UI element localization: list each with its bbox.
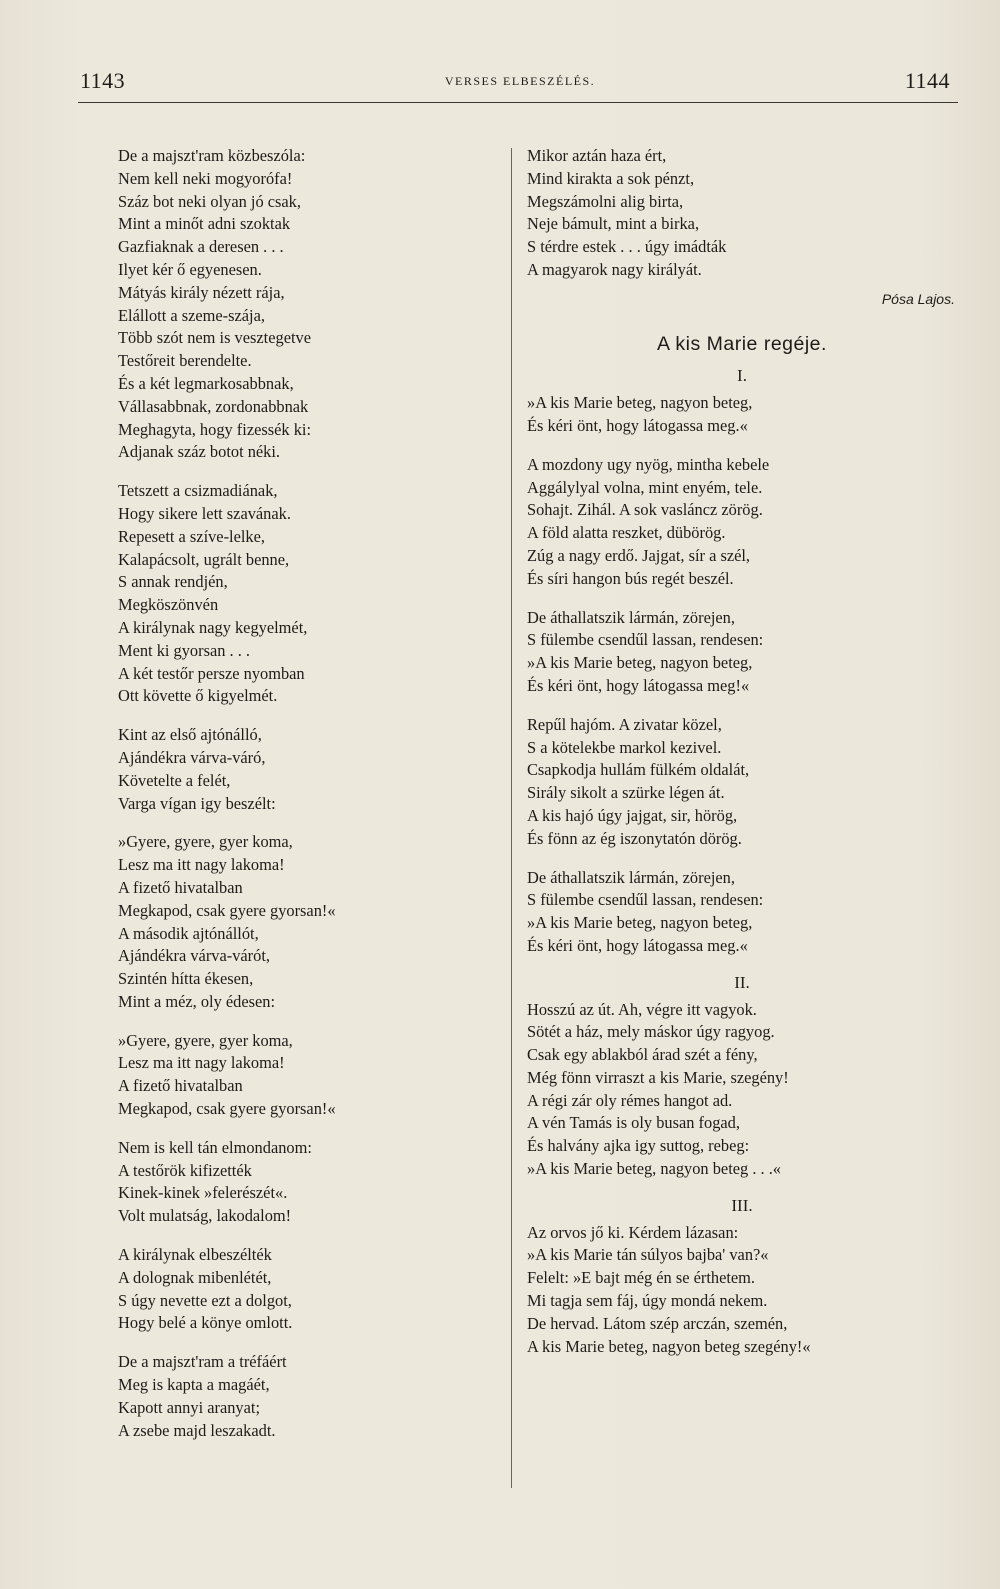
verse-line: Csak egy ablakból árad szét a fény, bbox=[527, 1045, 758, 1065]
verse-line: Tetszett a csizmadiának, bbox=[118, 481, 278, 501]
verse-line: A zsebe majd leszakadt. bbox=[118, 1420, 276, 1440]
verse-line: Sötét a ház, mely máskor úgy ragyog. bbox=[527, 1022, 775, 1042]
verse-line: A kis Marie beteg, nagyon beteg szegény!« bbox=[527, 1336, 811, 1356]
verse-line: Lesz ma itt nagy lakoma! bbox=[118, 855, 285, 875]
left-page-number: 1143 bbox=[80, 68, 126, 93]
verse-line: Sohajt. Zihál. A sok vasláncz zörög. bbox=[527, 500, 763, 520]
verse-line: Megköszönvén bbox=[118, 595, 219, 615]
verse-line: És halvány ajka igy suttog, rebeg: bbox=[527, 1136, 750, 1156]
verse-line: Hogy sikere lett szavának. bbox=[118, 503, 291, 523]
verse-line: De a majszt'ram közbeszóla: bbox=[118, 146, 306, 165]
verse-line: A mozdony ugy nyög, mintha kebele bbox=[527, 454, 770, 474]
stanza bbox=[527, 867, 957, 958]
stanza bbox=[118, 1137, 498, 1228]
verse-line: Száz bot neki olyan jó csak, bbox=[118, 191, 301, 211]
verse-line: És fönn az ég iszonytatón dörög. bbox=[527, 828, 742, 848]
verse-line: Az orvos jő ki. Kérdem lázasan: bbox=[527, 1222, 739, 1242]
stanza bbox=[527, 392, 957, 438]
section-heading-3: III. bbox=[731, 1195, 753, 1215]
verse-line: A fizető hivatalban bbox=[118, 1076, 243, 1096]
verse-line: Mind kirakta a sok pénzt, bbox=[527, 168, 695, 188]
verse-line: Felelt: »E bajt még én se érthetem. bbox=[527, 1268, 756, 1288]
verse-line: Meg is kapta a magáét, bbox=[118, 1375, 270, 1395]
verse-line: Lesz ma itt nagy lakoma! bbox=[118, 1053, 285, 1073]
verse-line: »A kis Marie beteg, nagyon beteg, bbox=[527, 653, 753, 673]
verse-line: A föld alatta reszket, dübörög. bbox=[527, 523, 726, 543]
verse-line: S térdre estek . . . úgy imádták bbox=[527, 237, 727, 257]
verse-line: Ott követte ő kigyelmét. bbox=[118, 686, 278, 706]
verse-line: Ilyet kér ő egyenesen. bbox=[118, 259, 262, 279]
author-signature: Pósa Lajos. bbox=[881, 290, 955, 307]
verse-line: A királynak elbeszélték bbox=[118, 1245, 272, 1265]
verse-line: És a két legmarkosabbnak, bbox=[118, 373, 294, 393]
verse-line: Ajándékra várva-várót, bbox=[118, 946, 270, 966]
verse-line: Több szót nem is vesztegetve bbox=[118, 328, 311, 348]
verse-line: Adjanak száz botot néki. bbox=[118, 442, 281, 462]
verse-line: S fülembe csendűl lassan, rendesen: bbox=[527, 630, 764, 650]
stanza bbox=[527, 1222, 957, 1359]
verse-line: Mátyás király nézett rája, bbox=[118, 282, 285, 302]
verse-line: Szintén hítta ékesen, bbox=[118, 969, 254, 989]
verse-line: A vén Tamás is oly busan fogad, bbox=[527, 1113, 740, 1133]
verse-line: Ment ki gyorsan . . . bbox=[118, 640, 251, 660]
verse-line: »Gyere, gyere, gyer koma, bbox=[118, 832, 293, 852]
verse-line: És kéri önt, hogy látogassa meg!« bbox=[527, 675, 750, 695]
verse-line: Varga vígan igy beszélt: bbox=[118, 793, 276, 813]
verse-line: A két testőr persze nyomban bbox=[118, 663, 305, 683]
verse-line: Repűl hajóm. A zivatar közel, bbox=[527, 714, 722, 734]
stanza bbox=[118, 145, 498, 464]
verse-line: És síri hangon bús regét beszél. bbox=[527, 568, 734, 588]
verse-line: Mikor aztán haza ért, bbox=[527, 146, 667, 165]
poem-title: A kis Marie regéje. bbox=[657, 332, 827, 355]
verse-line: Neje bámult, mint a birka, bbox=[527, 214, 700, 234]
verse-line: Elállott a szeme-szája, bbox=[118, 305, 265, 325]
verse-line: Megkapod, csak gyere gyorsan!« bbox=[118, 900, 336, 920]
verse-line: De hervad. Látom szép arczán, szemén, bbox=[527, 1313, 788, 1333]
verse-line: Sirály sikolt a szürke légen át. bbox=[527, 783, 725, 803]
verse-line: Volt mulatság, lakodalom! bbox=[118, 1206, 292, 1226]
right-page-number: 1144 bbox=[904, 68, 950, 93]
verse-line: A második ajtónállót, bbox=[118, 923, 259, 943]
verse-line: De a majszt'ram a tréfáért bbox=[118, 1352, 287, 1372]
verse-line: De áthallatszik lármán, zörejen, bbox=[527, 867, 735, 887]
verse-line: De áthallatszik lármán, zörejen, bbox=[527, 607, 735, 627]
verse-line: Mi tagja sem fáj, úgy mondá nekem. bbox=[527, 1291, 768, 1311]
stanza bbox=[118, 831, 498, 1013]
right-column bbox=[527, 145, 957, 1374]
verse-line: Nem is kell tán elmondanom: bbox=[118, 1137, 312, 1157]
verse-line: »A kis Marie beteg, nagyon beteg, bbox=[527, 913, 753, 933]
verse-line: Vállasabbnak, zordonabbnak bbox=[118, 396, 309, 416]
verse-line: Gazfiaknak a deresen . . . bbox=[118, 237, 284, 257]
header-rule bbox=[78, 102, 958, 103]
verse-line: Kint az első ajtónálló, bbox=[118, 725, 262, 745]
verse-line: Még fönn virraszt a kis Marie, szegény! bbox=[527, 1067, 789, 1087]
verse-line: A testőrök kifizették bbox=[118, 1160, 252, 1180]
verse-line: Repesett a szíve-lelke, bbox=[118, 526, 265, 546]
verse-line: És kéri önt, hogy látogassa meg.« bbox=[527, 415, 748, 435]
verse-line: A kis hajó úgy jajgat, sir, hörög, bbox=[527, 805, 738, 825]
verse-line: Mint a minőt adni szoktak bbox=[118, 214, 291, 234]
verse-line: Zúg a nagy erdő. Jajgat, sír a szél, bbox=[527, 545, 751, 565]
section-1-body bbox=[527, 392, 957, 958]
verse-line: A fizető hivatalban bbox=[118, 877, 243, 897]
opening-stanza bbox=[527, 145, 957, 282]
running-title: VERSES ELBESZÉLÉS. bbox=[444, 74, 596, 88]
section-heading-2: II. bbox=[734, 972, 750, 992]
verse-line: A magyarok nagy királyát. bbox=[527, 259, 702, 279]
verse-line: »A kis Marie beteg, nagyon beteg . . .« bbox=[527, 1159, 781, 1179]
verse-line: A dolognak mibenlétét, bbox=[118, 1267, 272, 1287]
stanza bbox=[527, 607, 957, 698]
verse-line: Kapott annyi aranyat; bbox=[118, 1397, 261, 1417]
stanza bbox=[118, 480, 498, 708]
verse-line: És kéri önt, hogy látogassa meg.« bbox=[527, 935, 748, 955]
section-3-body bbox=[527, 1222, 957, 1359]
verse-line: Testőreit berendelte. bbox=[118, 351, 252, 371]
verse-line: Megkapod, csak gyere gyorsan!« bbox=[118, 1099, 336, 1119]
verse-line: Meghagyta, hogy fizessék ki: bbox=[118, 419, 311, 439]
stanza bbox=[527, 999, 957, 1181]
stanza bbox=[118, 1351, 498, 1442]
verse-line: Kinek-kinek »felerészét«. bbox=[118, 1183, 288, 1203]
verse-line: A régi zár oly rémes hangot ad. bbox=[527, 1090, 733, 1110]
verse-line: Aggálylyal volna, mint enyém, tele. bbox=[527, 477, 763, 497]
stanza bbox=[118, 1030, 498, 1121]
verse-line: Csapkodja hullám fülkém oldalát, bbox=[527, 760, 750, 780]
verse-line: Nem kell neki mogyorófa! bbox=[118, 168, 293, 188]
stanza bbox=[527, 454, 957, 591]
verse-line: Megszámolni alig birta, bbox=[527, 191, 684, 211]
verse-line: Hogy belé a könye omlott. bbox=[118, 1313, 293, 1333]
verse-line: Ajándékra várva-váró, bbox=[118, 747, 266, 767]
verse-line: »A kis Marie beteg, nagyon beteg, bbox=[527, 393, 753, 413]
verse-line: Hosszú az út. Ah, végre itt vagyok. bbox=[527, 999, 757, 1019]
column-divider bbox=[511, 148, 512, 1488]
stanza bbox=[527, 714, 957, 851]
left-column bbox=[118, 145, 498, 1458]
stanza bbox=[118, 724, 498, 815]
verse-line: »A kis Marie tán súlyos bajba' van?« bbox=[527, 1245, 769, 1265]
verse-line: S a kötelekbe markol kezivel. bbox=[527, 737, 722, 757]
verse-line: »Gyere, gyere, gyer koma, bbox=[118, 1030, 293, 1050]
verse-line: S annak rendjén, bbox=[118, 572, 228, 592]
verse-line: Mint a méz, oly édesen: bbox=[118, 991, 276, 1011]
verse-line: A királynak nagy kegyelmét, bbox=[118, 617, 308, 637]
verse-line: Követelte a felét, bbox=[118, 770, 231, 790]
section-heading-1: I. bbox=[737, 366, 747, 386]
section-2-body bbox=[527, 999, 957, 1181]
verse-line: S fülembe csendűl lassan, rendesen: bbox=[527, 890, 764, 910]
verse-line: S úgy nevette ezt a dolgot, bbox=[118, 1290, 292, 1310]
verse-line: Kalapácsolt, ugrált benne, bbox=[118, 549, 290, 569]
stanza bbox=[118, 1244, 498, 1335]
page-header bbox=[80, 68, 960, 98]
